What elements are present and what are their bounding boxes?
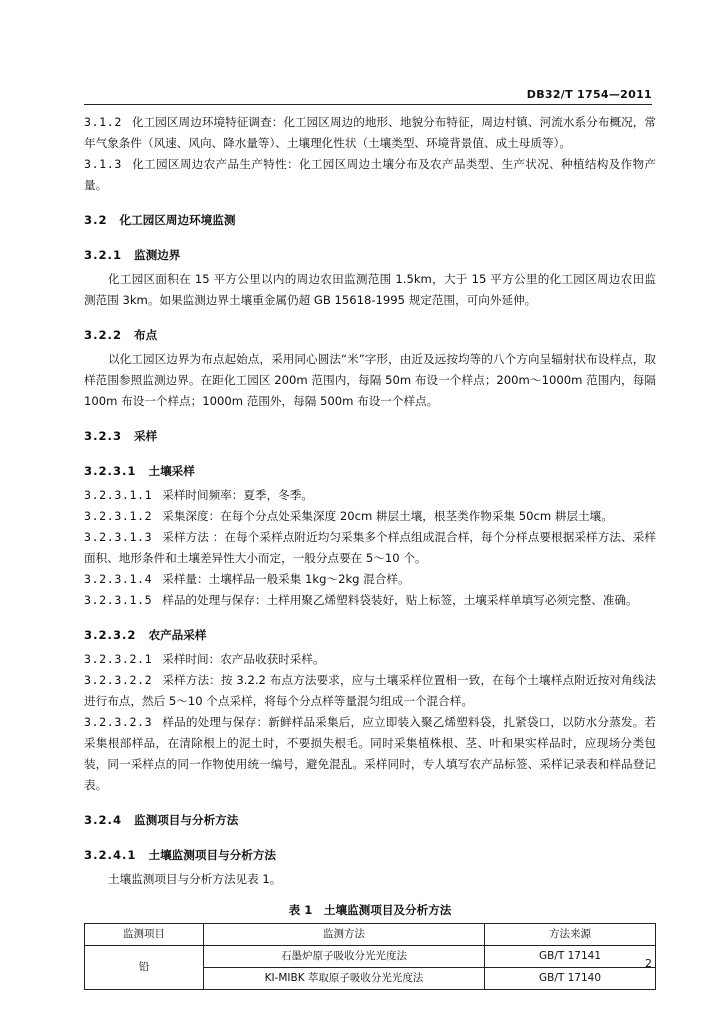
table-cell-item: 铅 <box>85 946 204 990</box>
clause-3-1-3: 3.1.3 化工园区周边农产品生产特性：化工园区周边土壤分布及农产品类型、生产状况、种植结构及作物产量。 <box>84 157 656 192</box>
clause-3-2-3-1-1: 3.2.3.1.1 采样时间频率：夏季，冬季。 <box>84 488 313 502</box>
table-row <box>85 946 656 968</box>
clause-3-1-2: 3.1.2 化工园区周边环境特征调查：化工园区周边的地形、地貌分布特征，周边村镇、河流水系分布概况，常年气象条件（风速、风向、降水量等）、土壤理化性状（土壤类型、环境背景值、成土母质等）。 <box>84 115 656 150</box>
paragraph-3-2-4-1: 土壤监测项目与分析方法见表 1。 <box>108 872 282 886</box>
heading-3-2-3: 3.2.3 采样 <box>84 429 158 443</box>
clause-3-2-3-1-3: 3.2.3.1.3 采样方法 ：在每个采样点附近均匀采集多个样点组成混合样，每个分样点要根据采样方法、采样面积、地形条件和土壤差异性大小而定，一般分点要在 5～10 个。 <box>84 530 656 565</box>
heading-3-2-2: 3.2.2 布点 <box>84 328 158 342</box>
header-rule <box>84 104 652 105</box>
table-cell-method: KI-MIBK 萃取原子吸收分光光度法 <box>204 968 485 990</box>
table-1 <box>84 923 656 990</box>
table-header-row <box>85 924 656 946</box>
heading-3-2-3-2: 3.2.3.2 农产品采样 <box>84 628 207 642</box>
clause-3-2-3-1-4: 3.2.3.1.4 采样量：土壤样品一般采集 1kg～2kg 混合样。 <box>84 572 410 586</box>
clause-3-2-3-2-3: 3.2.3.2.3 样品的处理与保存：新鲜样品采集后，应立即装入聚乙烯塑料袋，扎紧袋口，以防水分蒸发。若采集根部样品，在清除根上的泥土时，不要损失根毛。同时采集植株根、茎、叶和果实样品时，应现场分类包装，同一采样点的同一作物使用统一编号，避免混乱。采样同时，专人填写农产品标签、采样记录表和样品登记表。 <box>84 715 656 792</box>
table-cell-source: GB/T 17140 <box>485 968 656 990</box>
table-header-method: 监测方法 <box>204 924 485 946</box>
table-cell-method: 石墨炉原子吸收分光光度法 <box>204 946 485 968</box>
paragraph-3-2-2: 以化工园区边界为布点起始点，采用同心圆法“米”字形，由近及远按均等的八个方向呈辐射状布设样点，取样范围参照监测边界。在距化工园区 200m 范围内，每隔 50m 布设一个样点；200m～1000m 范围内，每隔 100m 布设一个样点；1000m 范围外，每隔 500m 布设一个样点。 <box>84 352 656 408</box>
table-header-item: 监测项目 <box>85 924 204 946</box>
table-1-title: 表 1 土壤监测项目及分析方法 <box>288 903 452 917</box>
document-body <box>84 112 656 990</box>
standard-code: DB32/T 1754—2011 <box>526 88 652 101</box>
paragraph-3-2-1: 化工园区面积在 15 平方公里以内的周边农田监测范围 1.5km，大于 15 平方公里的化工园区周边农田监测范围 3km。如果监测边界土壤重金属仍超 GB 15618-1995 规定范围，可向外延伸。 <box>84 272 656 307</box>
heading-3-2-4-1: 3.2.4.1 土壤监测项目与分析方法 <box>84 848 277 862</box>
clause-3-2-3-2-1: 3.2.3.2.1 采样时间：农产品收获时采样。 <box>84 652 325 666</box>
table-cell-source: GB/T 17141 <box>485 946 656 968</box>
heading-3-2-3-1: 3.2.3.1 土壤采样 <box>84 464 195 478</box>
clause-3-2-3-1-2: 3.2.3.1.2 采集深度：在每个分点处采集深度 20cm 耕层土壤，根茎类作物采集 50cm 耕层土壤。 <box>84 509 613 523</box>
heading-3-2-4: 3.2.4 监测项目与分析方法 <box>84 813 239 827</box>
table-header-source: 方法来源 <box>485 924 656 946</box>
heading-3-2-1: 3.2.1 监测边界 <box>84 248 181 262</box>
clause-3-2-3-2-2: 3.2.3.2.2 采样方法：按 3.2.2 布点方法要求，应与土壤采样位置相一致，在每个土壤样点附近按对角线法进行布点，然后 5～10 个点采样，将每个分点样等量混匀组成一个混合样。 <box>84 673 656 708</box>
heading-3-2: 3.2 化工园区周边环境监测 <box>84 213 236 227</box>
page-number: 2 <box>645 957 652 970</box>
clause-3-2-3-1-5: 3.2.3.1.5 样品的处理与保存：土样用聚乙烯塑料袋装好，贴上标签，土壤采样单填写必须完整、准确。 <box>84 593 638 607</box>
